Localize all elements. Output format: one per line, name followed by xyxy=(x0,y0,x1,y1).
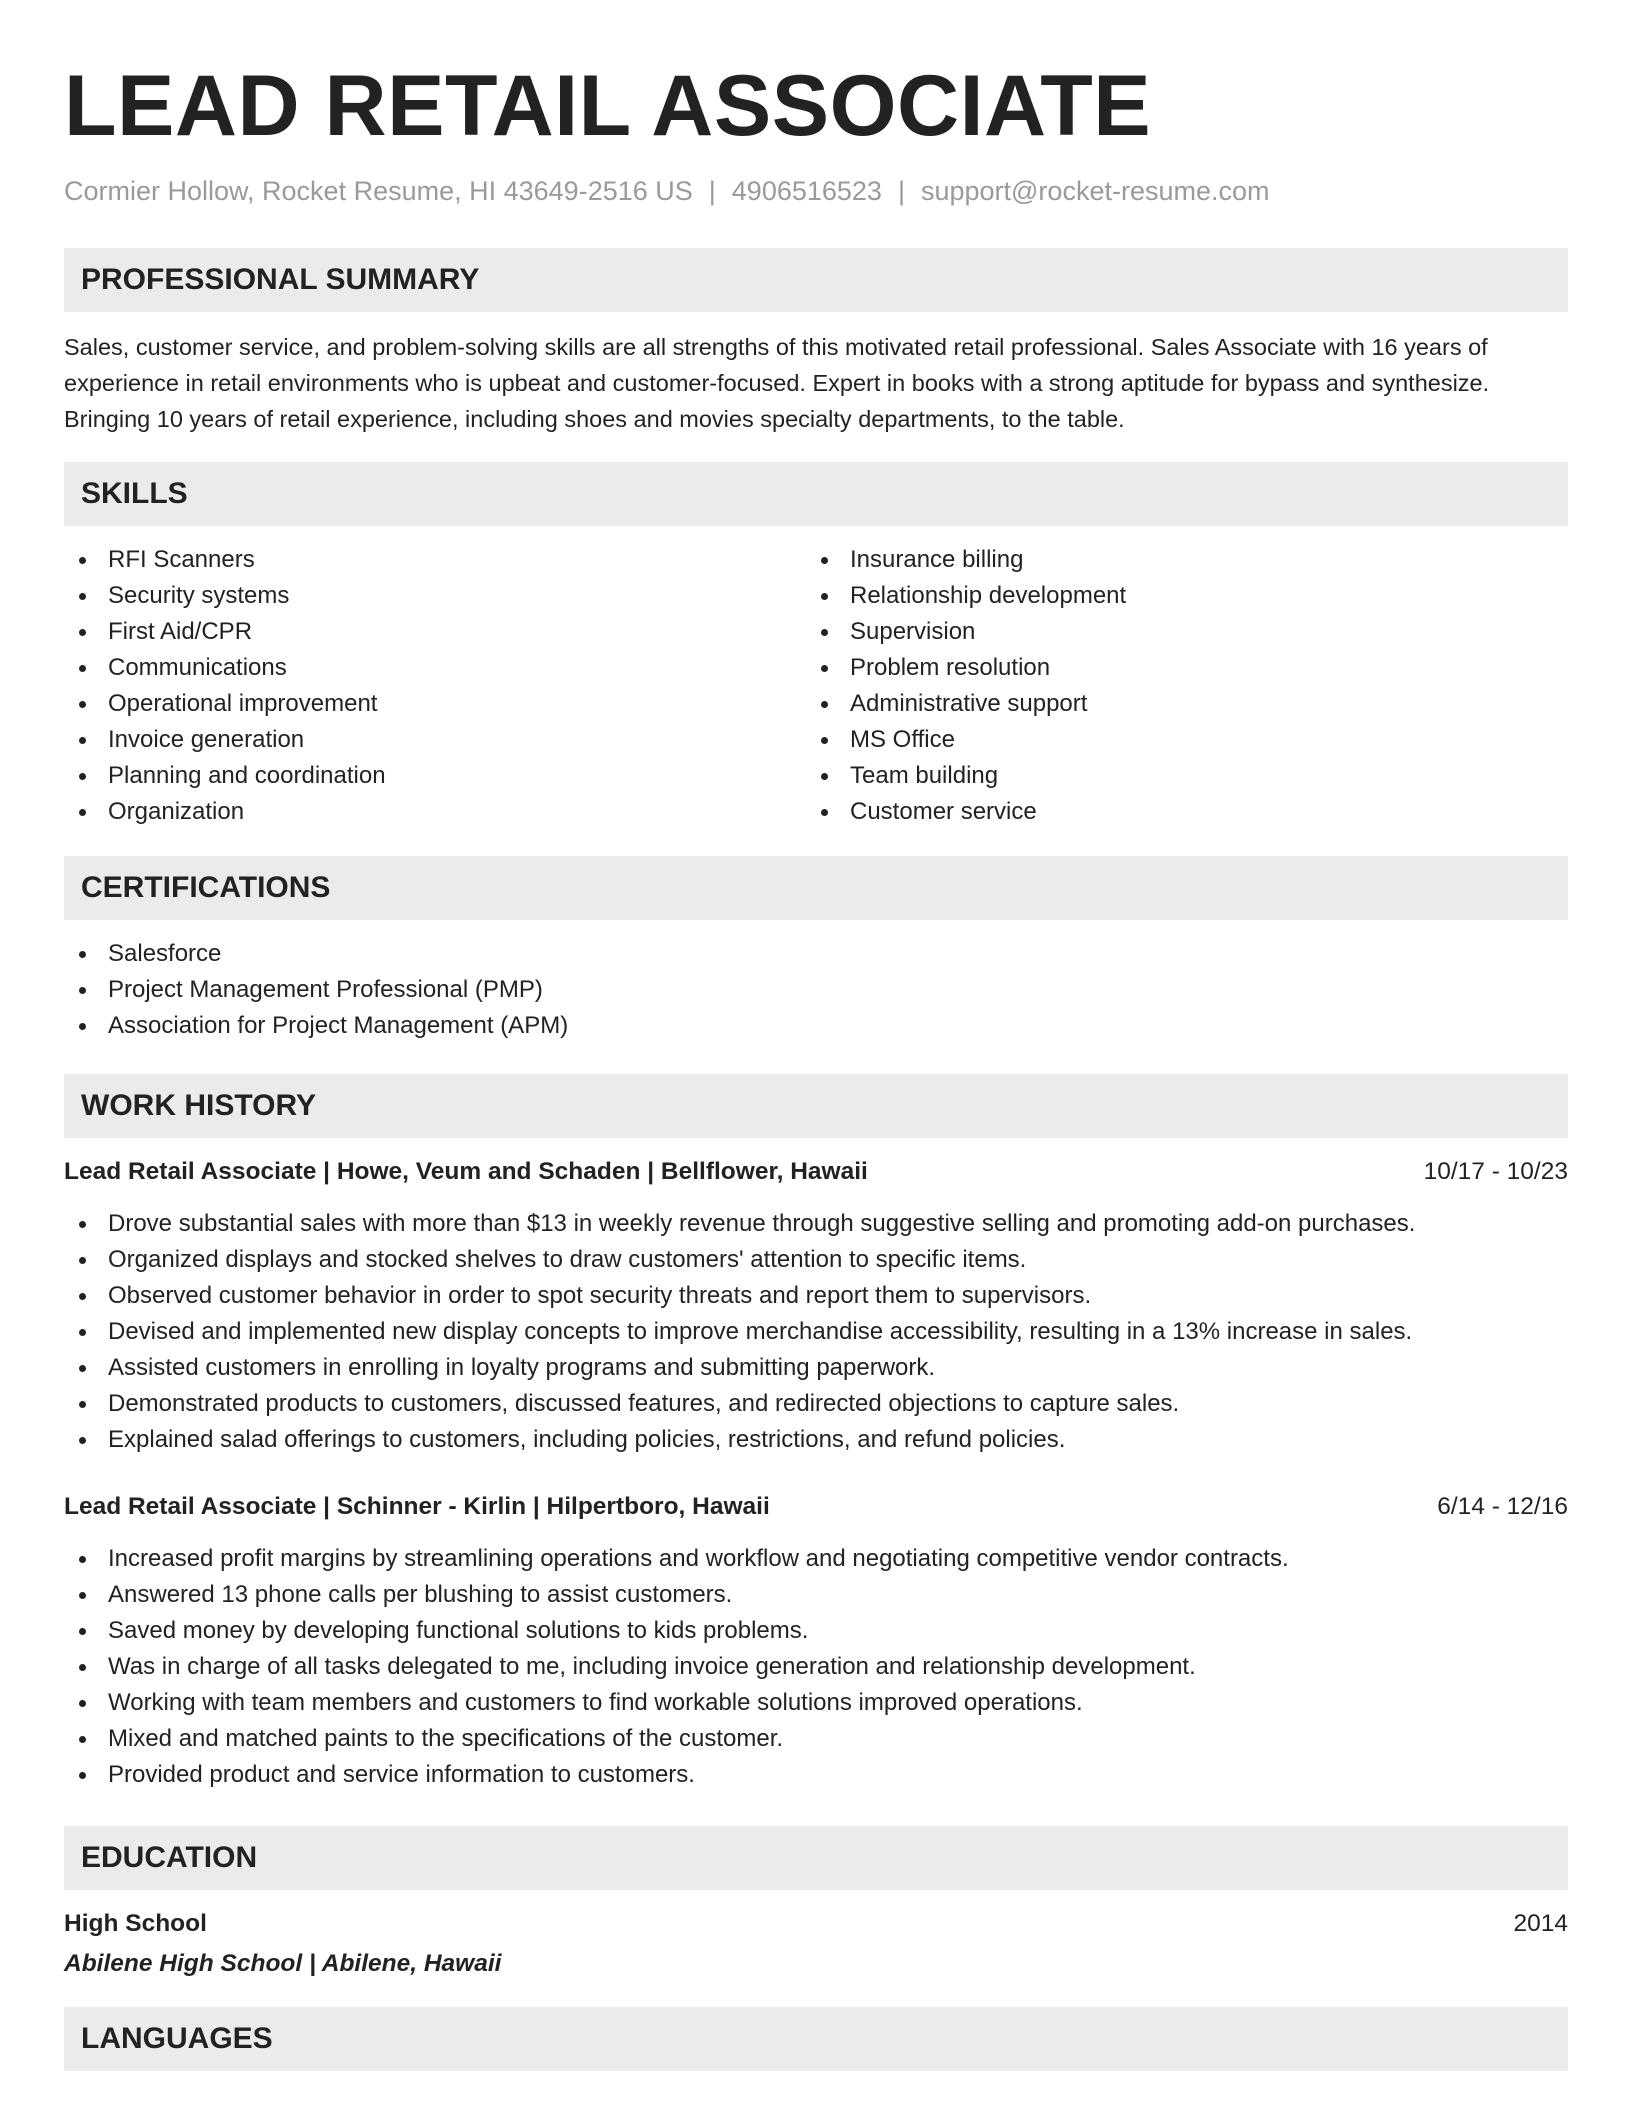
skill-item: Operational improvement xyxy=(64,686,806,722)
skills-list xyxy=(64,542,1568,830)
contact-address: Cormier Hollow, Rocket Resume, HI 43649-2516 US xyxy=(64,176,693,206)
job-duties-list xyxy=(64,1541,1568,1793)
skill-item: Invoice generation xyxy=(64,722,806,758)
section-title-skills: SKILLS xyxy=(64,462,1568,526)
job-title: Lead Retail Associate | Howe, Veum and Schaden | Bellflower, Hawaii xyxy=(64,1158,868,1185)
job-duty-item: Working with team members and customers to find workable solutions improved operations. xyxy=(64,1685,1568,1721)
skills-column-left xyxy=(64,542,806,830)
summary-text: Sales, customer service, and problem-solving skills are all strengths of this motivated retail professional. Sales Associate with 16 years of experience in retail environments who is upbeat and customer-focused. Expert in books with a strong aptitude for bypass and synthesize. Bringing 10 years of retail experience, including shoes and movies specialty departments, to the table. xyxy=(64,334,1490,432)
skills-column-right xyxy=(806,542,1548,830)
certification-item: Association for Project Management (APM) xyxy=(64,1008,1568,1044)
section-title-certifications: CERTIFICATIONS xyxy=(64,856,1568,920)
skill-item: Organization xyxy=(64,794,806,830)
job-dates: 10/17 - 10/23 xyxy=(1423,1158,1568,1185)
job-duty-item: Answered 13 phone calls per blushing to assist customers. xyxy=(64,1577,1568,1613)
education-school: Abilene High School | Abilene, Hawaii xyxy=(64,1950,502,1977)
skill-item: Planning and coordination xyxy=(64,758,806,794)
job-header xyxy=(64,1489,1568,1525)
contact-line xyxy=(64,174,1568,208)
job-entry xyxy=(64,1489,1568,1793)
job-duty-item: Devised and implemented new display concepts to improve merchandise accessibility, resulting in a 13% increase in sales. xyxy=(64,1314,1568,1350)
skill-item: Communications xyxy=(64,650,806,686)
section-title-work-history: WORK HISTORY xyxy=(64,1074,1568,1138)
job-title: Lead Retail Associate | Schinner - Kirlin | Hilpertboro, Hawaii xyxy=(64,1493,770,1520)
job-duty-item: Mixed and matched paints to the specifications of the customer. xyxy=(64,1721,1568,1757)
job-entry xyxy=(64,1154,1568,1458)
skill-item: Problem resolution xyxy=(806,650,1548,686)
education-header xyxy=(64,1906,1568,1942)
job-duty-item: Observed customer behavior in order to spot security threats and report them to supervisors. xyxy=(64,1278,1568,1314)
skill-item: Insurance billing xyxy=(806,542,1548,578)
section-title-summary: PROFESSIONAL SUMMARY xyxy=(64,248,1568,312)
skill-item: Administrative support xyxy=(806,686,1548,722)
job-duties-list xyxy=(64,1206,1568,1458)
section-title-education: EDUCATION xyxy=(64,1826,1568,1890)
job-duty-item: Saved money by developing functional solutions to kids problems. xyxy=(64,1613,1568,1649)
skill-item: MS Office xyxy=(806,722,1548,758)
certifications-list xyxy=(64,936,1568,1044)
resume-name: LEAD RETAIL ASSOCIATE xyxy=(64,58,1152,154)
education-year: 2014 xyxy=(1513,1910,1568,1937)
job-duty-item: Drove substantial sales with more than $13 in weekly revenue through suggestive selling and promoting add-on purchases. xyxy=(64,1206,1568,1242)
job-duty-item: Increased profit margins by streamlining operations and workflow and negotiating competitive vendor contracts. xyxy=(64,1541,1568,1577)
skill-item: Security systems xyxy=(64,578,806,614)
certification-item: Project Management Professional (PMP) xyxy=(64,972,1568,1008)
contact-separator: | xyxy=(897,176,905,206)
job-dates: 6/14 - 12/16 xyxy=(1437,1493,1568,1520)
job-duty-item: Organized displays and stocked shelves to draw customers' attention to specific items. xyxy=(64,1242,1568,1278)
skill-item: Supervision xyxy=(806,614,1548,650)
skill-item: Team building xyxy=(806,758,1548,794)
contact-email: support@rocket-resume.com xyxy=(920,176,1270,206)
education-degree: High School xyxy=(64,1910,207,1937)
certification-item: Salesforce xyxy=(64,936,1568,972)
job-duty-item: Provided product and service information to customers. xyxy=(64,1757,1568,1793)
skill-item: RFI Scanners xyxy=(64,542,806,578)
contact-separator: | xyxy=(708,176,716,206)
job-duty-item: Explained salad offerings to customers, including policies, restrictions, and refund policies. xyxy=(64,1422,1568,1458)
job-duty-item: Was in charge of all tasks delegated to me, including invoice generation and relationship development. xyxy=(64,1649,1568,1685)
job-duty-item: Assisted customers in enrolling in loyalty programs and submitting paperwork. xyxy=(64,1350,1568,1386)
section-title-languages: LANGUAGES xyxy=(64,2007,1568,2071)
skill-item: Relationship development xyxy=(806,578,1548,614)
skill-item: Customer service xyxy=(806,794,1548,830)
job-duty-item: Demonstrated products to customers, discussed features, and redirected objections to capture sales. xyxy=(64,1386,1568,1422)
contact-phone: 4906516523 xyxy=(731,176,882,206)
skill-item: First Aid/CPR xyxy=(64,614,806,650)
job-header xyxy=(64,1154,1568,1190)
